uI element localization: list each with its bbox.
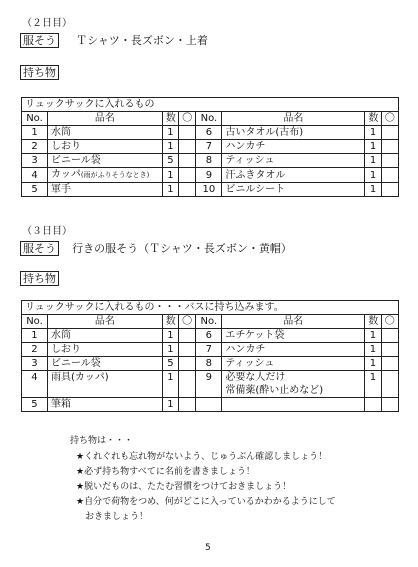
item-name-note: (雨がふりそうなとき) (80, 171, 150, 179)
notes-title: 持ち物は・・・ (70, 436, 134, 446)
item-name: ハンカチ (222, 140, 365, 154)
item-name: 汗ふきタオル (222, 168, 365, 183)
col-qty-header: 数 (162, 112, 178, 126)
item-name: ビニール袋 (48, 154, 163, 168)
item-check-box[interactable] (179, 126, 196, 140)
item-no (196, 398, 222, 412)
day2-table-caption: リュックサックに入れるもの (22, 98, 399, 112)
col-check-header: 〇 (381, 315, 398, 329)
col-name-header: 品名 (48, 112, 163, 126)
day2-clothes-row (20, 29, 208, 48)
table-row (22, 140, 399, 154)
item-qty: 1 (365, 371, 381, 398)
item-no: 7 (196, 343, 222, 357)
day2-clothes-text: Ｔシャツ・長ズボン・上着 (76, 34, 208, 47)
note-line: ★くれぐれも忘れ物がないよう、じゅうぶん確認しましょう！ (76, 452, 328, 462)
note-line: おきましょう！ (76, 512, 149, 522)
col-name-header: 品名 (222, 315, 365, 329)
item-qty: 1 (162, 343, 178, 357)
col-check-header: 〇 (179, 112, 196, 126)
note-line: ★脱いだものは、たたむ習慣をつけておきましょう！ (76, 482, 292, 492)
item-name-text: カッパ (51, 169, 81, 180)
item-qty: 1 (162, 126, 178, 140)
item-check-box[interactable] (179, 343, 196, 357)
item-check-box[interactable] (381, 371, 398, 398)
col-check-header: 〇 (179, 315, 196, 329)
table-row (22, 371, 399, 398)
item-check-box[interactable] (179, 357, 196, 371)
item-name (222, 398, 365, 412)
day2-items-label-wrap (20, 61, 59, 80)
item-name: 水筒 (48, 126, 163, 140)
notes-list (76, 450, 336, 525)
table-header-row (22, 112, 399, 126)
table-row (22, 183, 399, 197)
item-name: しおり (47, 343, 162, 357)
item-check-box[interactable] (381, 329, 398, 343)
item-check-box[interactable] (179, 168, 196, 183)
item-no: 5 (22, 183, 48, 197)
item-qty: 1 (162, 183, 178, 197)
col-no-header: No. (196, 315, 222, 329)
item-name: エチケット袋 (222, 329, 365, 343)
item-name: しおり (48, 140, 163, 154)
item-qty: 1 (365, 329, 381, 343)
item-name: 古いタオル(古布) (222, 126, 365, 140)
item-check-box[interactable] (381, 183, 398, 197)
day2-heading: （２日目） (22, 18, 72, 29)
col-name-header: 品名 (222, 112, 365, 126)
item-no: 5 (22, 398, 48, 412)
day3-item-table (21, 300, 399, 412)
item-no: 1 (22, 126, 48, 140)
item-no: 6 (196, 329, 222, 343)
item-check-box[interactable] (381, 357, 398, 371)
item-check-box[interactable] (179, 154, 196, 168)
item-qty: 1 (162, 371, 178, 398)
table-header-row (22, 315, 399, 329)
col-qty-header: 数 (365, 315, 381, 329)
item-no: 4 (22, 371, 48, 398)
table-row (22, 126, 399, 140)
item-check-box[interactable] (381, 154, 398, 168)
note-line: ★必ず持ち物すべてに名前を書きましょう！ (76, 467, 255, 477)
col-no-header: No. (22, 112, 48, 126)
day3-clothes-label: 服そう (20, 241, 59, 256)
day3-items-label: 持ち物 (20, 271, 59, 286)
col-name-header: 品名 (47, 315, 162, 329)
item-qty: 1 (365, 357, 381, 371)
item-check-box[interactable] (381, 343, 398, 357)
item-no: 4 (22, 168, 48, 183)
item-no: 6 (196, 126, 222, 140)
table-row (22, 154, 399, 168)
item-no: 8 (196, 154, 222, 168)
item-name: ビニール袋 (47, 357, 162, 371)
col-qty-header: 数 (365, 112, 381, 126)
item-no: 7 (196, 140, 222, 154)
item-no: 3 (22, 357, 48, 371)
item-name: 雨具(カッパ) (47, 371, 162, 398)
item-name (48, 168, 163, 183)
day3-clothes-row (20, 237, 292, 256)
item-name: ハンカチ (222, 343, 365, 357)
item-no: 1 (22, 329, 48, 343)
item-name: ビニルシート (222, 183, 365, 197)
table-row (22, 357, 399, 371)
item-no: 2 (22, 343, 48, 357)
day3-items-label-wrap (20, 267, 59, 286)
item-qty: 5 (162, 357, 178, 371)
item-check-box[interactable] (179, 371, 196, 398)
item-name-line1: 必要な人だけ (225, 372, 286, 383)
item-qty: 5 (162, 154, 178, 168)
item-qty (365, 398, 381, 412)
item-no: 9 (196, 371, 222, 398)
item-check-box[interactable] (179, 398, 196, 412)
item-qty: 1 (162, 398, 178, 412)
page-number: 5 (205, 543, 211, 553)
item-name: ティッシュ (222, 357, 365, 371)
day3-table-caption: リュックサックに入れるもの・・・バスに持ち込みます。 (22, 301, 399, 315)
item-no: 10 (196, 183, 222, 197)
col-check-header: 〇 (381, 112, 398, 126)
col-no-header: No. (196, 112, 222, 126)
item-check-box[interactable] (179, 329, 196, 343)
table-row (22, 343, 399, 357)
item-name (222, 371, 365, 398)
item-check-box[interactable] (381, 398, 398, 412)
item-qty: 1 (162, 329, 178, 343)
day3-clothes-text: 行きの服そう（Ｔシャツ・長ズボン・黄帽） (72, 242, 292, 255)
day2-clothes-label: 服そう (20, 33, 59, 48)
item-no: 9 (196, 168, 222, 183)
item-check-box[interactable] (381, 168, 398, 183)
item-qty: 1 (365, 126, 381, 140)
table-row (22, 398, 399, 412)
day2-items-label: 持ち物 (20, 65, 59, 80)
item-check-box[interactable] (179, 183, 196, 197)
item-check-box[interactable] (381, 140, 398, 154)
item-qty: 1 (162, 168, 178, 183)
item-name: ティッシュ (222, 154, 365, 168)
item-check-box[interactable] (381, 126, 398, 140)
table-row (22, 329, 399, 343)
item-qty: 1 (162, 140, 178, 154)
day3-heading: （３日目） (22, 226, 72, 237)
item-name: 軍手 (48, 183, 163, 197)
item-no: 3 (22, 154, 48, 168)
col-qty-header: 数 (162, 315, 178, 329)
item-name: 水筒 (47, 329, 162, 343)
item-name: 筆箱 (47, 398, 162, 412)
item-qty: 1 (365, 343, 381, 357)
item-check-box[interactable] (179, 140, 196, 154)
item-no: 8 (196, 357, 222, 371)
item-name-line2: 常備薬(酔い止めなど) (225, 385, 324, 396)
item-qty: 1 (365, 140, 381, 154)
day2-item-table (21, 97, 399, 197)
item-qty: 1 (365, 154, 381, 168)
item-no: 2 (22, 140, 48, 154)
table-row (22, 168, 399, 183)
col-no-header: No. (22, 315, 48, 329)
item-qty: 1 (365, 183, 381, 197)
note-line: ★自分で荷物をつめ、何がどこに入っているかわかるようにして (76, 497, 336, 507)
item-qty: 1 (365, 168, 381, 183)
